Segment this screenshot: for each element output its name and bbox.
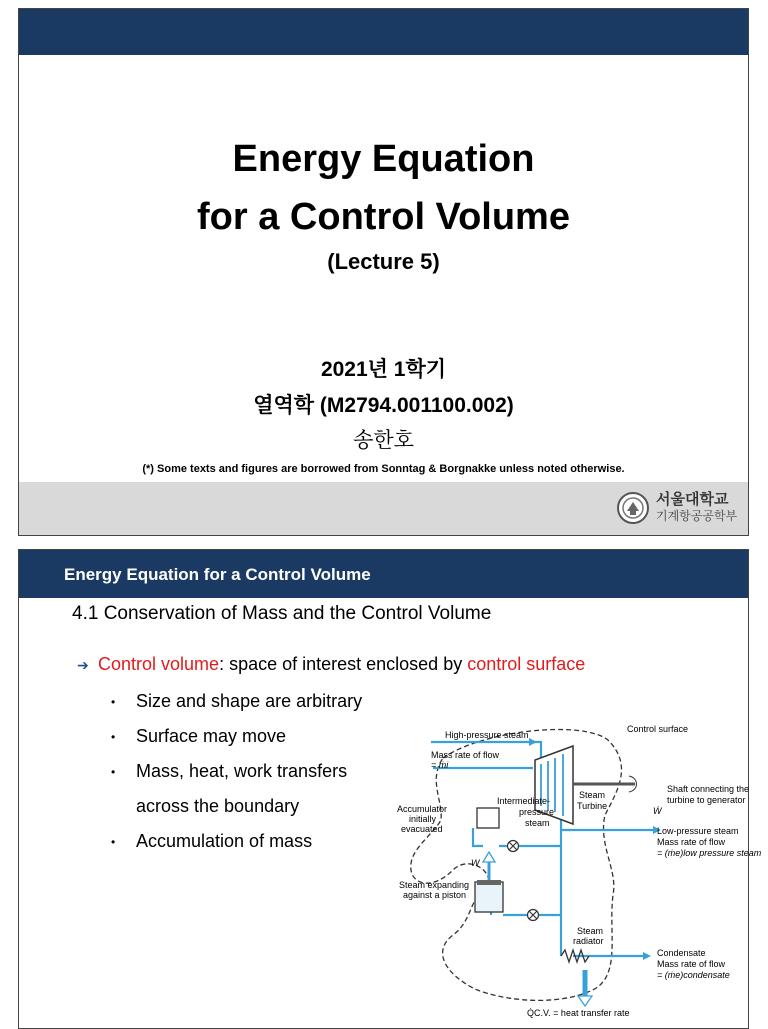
- label-low-pressure-2: Mass rate of flow: [657, 837, 726, 847]
- control-surface-boundary: [411, 730, 622, 1001]
- bullet-dot-icon: •: [111, 835, 116, 850]
- label-intermediate-2: pressure: [519, 807, 555, 817]
- up-arrow-icon: [483, 852, 495, 862]
- bullet-dot-icon: •: [111, 695, 116, 710]
- title-slide: [18, 8, 749, 536]
- instructor: 송한호: [353, 429, 414, 452]
- label-steam-turbine-2: Turbine: [577, 801, 608, 811]
- label-condensate-3: = (ṁe)condensate: [657, 970, 730, 980]
- title-slide-top-bar: [19, 9, 748, 55]
- university-logo: [616, 488, 740, 528]
- label-high-pressure: High-pressure steam: [445, 730, 529, 740]
- label-condensate-2: Mass rate of flow: [657, 959, 726, 969]
- label-accumulator-3: evacuated: [401, 824, 443, 834]
- title-slide-footer: [19, 482, 748, 535]
- slide-header: Energy Equation for a Control Volume: [19, 550, 748, 598]
- title-line-1: Energy Equation: [232, 138, 535, 180]
- semester: 2021년 1학기: [320, 358, 447, 381]
- lecture-number: (Lecture 5): [327, 249, 440, 274]
- bullet-continuation: across the boundary: [136, 796, 300, 816]
- label-low-pressure-3: = (ṁe)low pressure steam: [657, 848, 762, 858]
- label-condensate-1: Condensate: [657, 948, 706, 958]
- source-note: (*) Some texts and figures are borrowed from Sonntag & Borgnakke unless noted otherwise.: [142, 463, 625, 475]
- logo-department-name: 기계항공공학부: [656, 509, 738, 523]
- down-arrow-icon: [578, 996, 592, 1006]
- bullet-dot-icon: •: [111, 765, 116, 780]
- control-volume-term: Control volume: [98, 654, 220, 674]
- control-surface-term: control surface: [467, 654, 586, 674]
- label-radiator-2: radiator: [573, 936, 604, 946]
- label-work-rate: Ẇ: [653, 806, 662, 816]
- label-accumulator-2: initially: [409, 814, 437, 824]
- label-intermediate-3: steam: [525, 818, 550, 828]
- bullet-item: • Surface may move: [111, 726, 287, 746]
- label-expanding-1: Steam expanding: [399, 880, 470, 890]
- title-line-2: for a Control Volume: [197, 196, 570, 238]
- label-heat-transfer: Q̇C.V. = heat transfer rate: [527, 1008, 630, 1018]
- logo-university-name: 서울대학교: [656, 491, 729, 508]
- bullet-item: • Size and shape are arbitrary: [111, 691, 363, 711]
- piston: [477, 880, 501, 885]
- control-volume-definition: [77, 654, 585, 675]
- valve-icon: [528, 910, 539, 921]
- course-code: 열역학 (M2794.001100.002): [253, 394, 514, 417]
- bullet-item: • Accumulation of mass: [111, 831, 313, 851]
- bullet-item: • Mass, heat, work transfers: [111, 761, 348, 781]
- valve-icon: [508, 841, 519, 852]
- control-volume-text: : space of interest enclosed by: [219, 654, 468, 674]
- section-title: 4.1 Conservation of Mass and the Control Volume: [72, 603, 492, 624]
- arrow-bullet-icon: ➔: [77, 657, 89, 673]
- inlet-arrow-icon: [529, 738, 537, 746]
- label-intermediate-1: Intermediate-: [497, 796, 551, 806]
- label-shaft-2: turbine to generator: [667, 795, 746, 805]
- outlet-arrow-icon: [643, 952, 651, 960]
- control-volume-diagram: [373, 720, 762, 1018]
- label-boundary-work: W: [471, 858, 480, 868]
- piston-cylinder: [475, 882, 503, 912]
- label-low-pressure-1: Low-pressure steam: [657, 826, 739, 836]
- university-seal-icon: [616, 491, 650, 525]
- bullet-dot-icon: •: [111, 730, 116, 745]
- label-expanding-2: against a piston: [403, 890, 467, 900]
- accumulator: [477, 808, 499, 828]
- label-steam-turbine-1: Steam: [579, 790, 606, 800]
- content-slide: [18, 549, 762, 1029]
- label-accumulator-1: Accumulator: [397, 804, 448, 814]
- label-mass-rate-symbol: = ṁi: [431, 760, 449, 770]
- label-control-surface: Control surface: [627, 724, 689, 734]
- label-shaft-1: Shaft connecting the: [667, 784, 750, 794]
- label-mass-rate: Mass rate of flow: [431, 750, 500, 760]
- label-radiator-1: Steam: [577, 926, 604, 936]
